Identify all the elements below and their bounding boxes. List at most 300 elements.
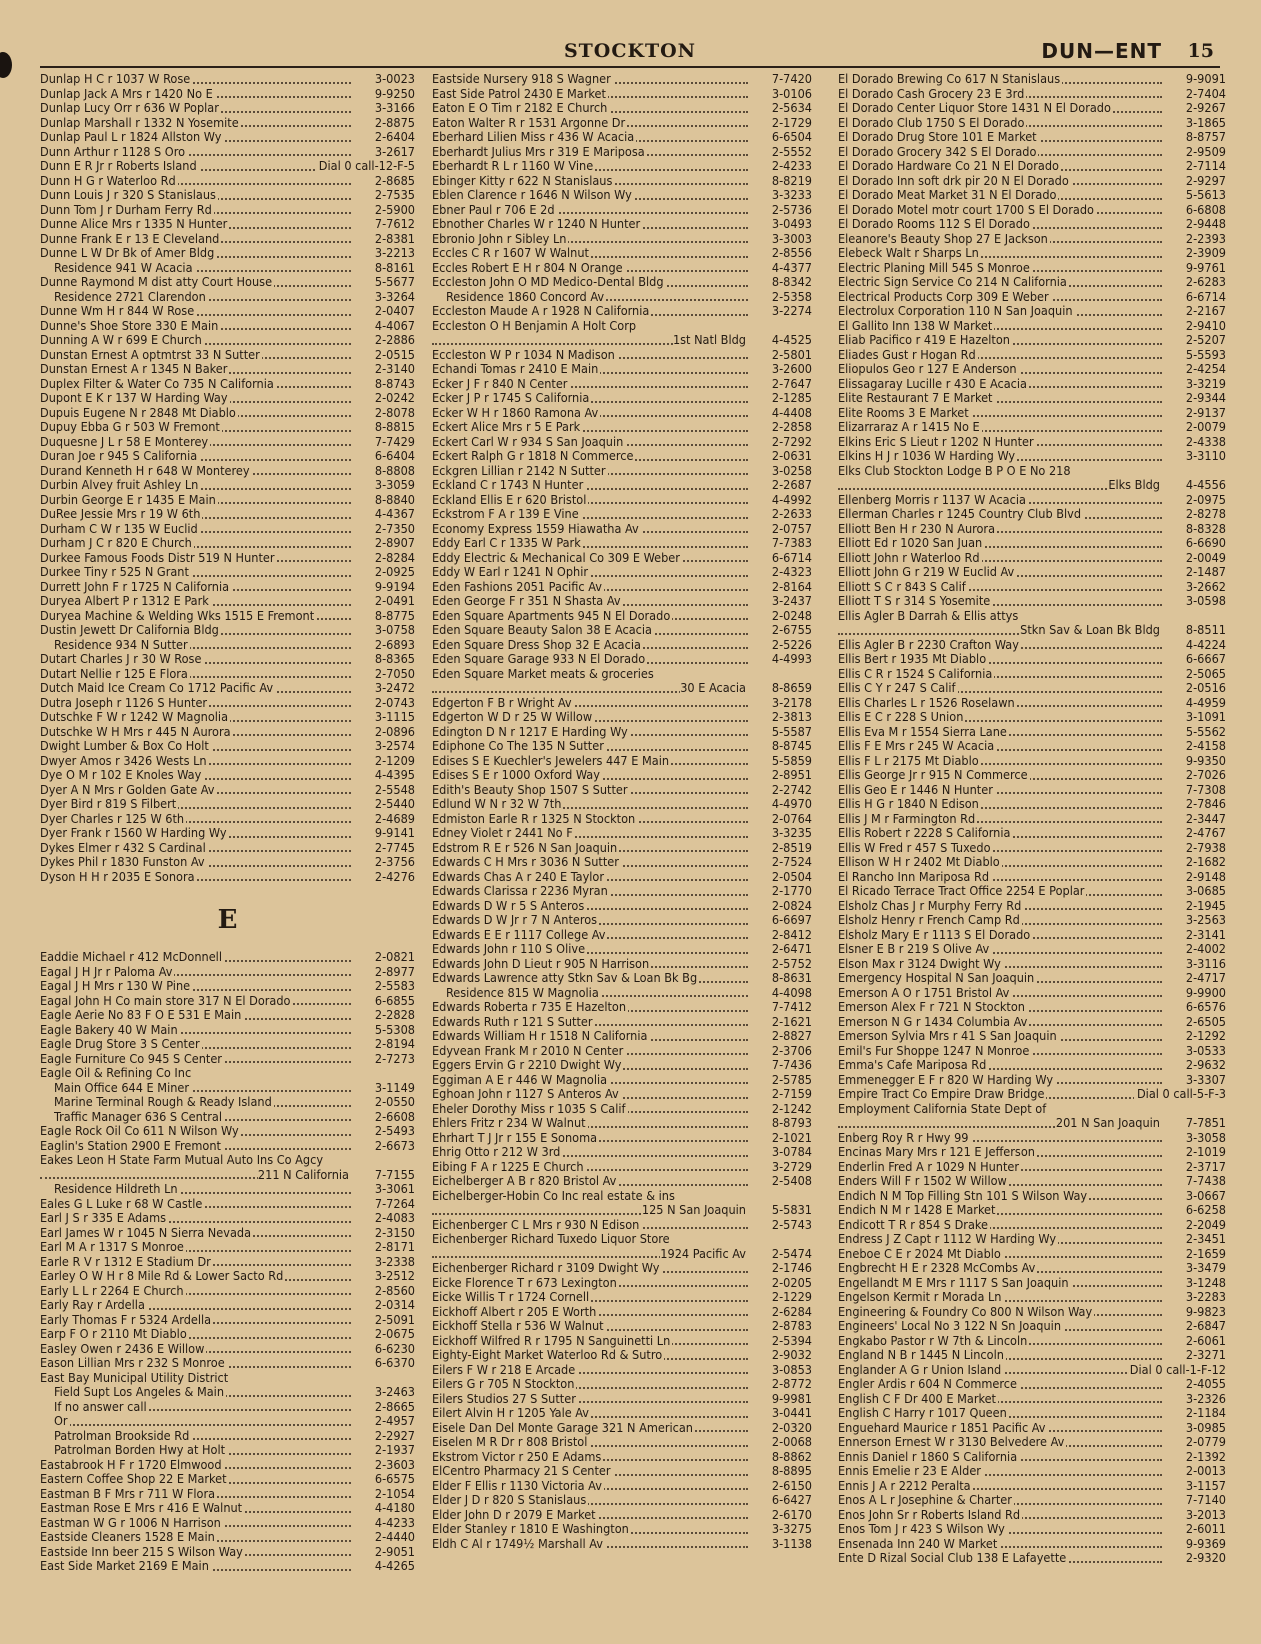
directory-entry (432, 1392, 812, 1407)
entry-phone-number: 3-3307 (1183, 1073, 1226, 1088)
entry-name-address: Marine Terminal Rough & Ready Island (54, 1095, 272, 1109)
entry-phone-number: 4-4525 (769, 333, 812, 348)
entry-phone-number: 2-8381 (372, 232, 415, 247)
entry-name-address: Eden Square Beauty Salon 38 E Acacia (432, 623, 652, 637)
entry-name-address: Eastside Cleaners 1528 E Main (40, 1530, 215, 1544)
entry-name-address: East Side Patrol 2430 E Market (432, 86, 606, 101)
entry-name-address: Eckert Alice Mrs r 5 E Park (432, 420, 581, 434)
entry-name-address: Edwards Lawrence atty Stkn Sav & Loan Bk Bg (432, 971, 698, 985)
entry-phone-number: 2-4689 (372, 812, 415, 827)
entry-name-address: Residence 1860 Concord Av (446, 289, 605, 304)
entry-phone-number: 2-0205 (769, 1276, 812, 1291)
entry-phone-number: 2-8278 (1183, 507, 1226, 522)
directory-entry (838, 565, 1226, 580)
entry-phone-number: 7-7851 (1183, 1116, 1226, 1131)
entry-phone-number: 3-0598 (1183, 594, 1226, 609)
directory-entry (432, 101, 812, 116)
entry-name-address: Eccles C R r 1607 W Walnut (432, 246, 589, 260)
entry-name-address: Empire Tract Co Empire Draw Bridge (838, 1087, 1045, 1101)
entry-name-address: Ellis Geo E r 1446 N Hunter (838, 782, 993, 797)
listing-group-e (40, 950, 415, 1574)
entry-phone-number: 2-1285 (769, 391, 812, 406)
directory-entry (40, 1240, 415, 1255)
entry-phone-number: 2-5634 (769, 101, 812, 116)
directory-entry (432, 638, 812, 653)
entry-name-address: 211 N California (257, 1167, 349, 1182)
entry-name-address: Elks Bldg (1108, 478, 1160, 492)
directory-entry (838, 203, 1226, 218)
entry-name-address: Eckstrom F A r 139 E Vine (432, 507, 579, 521)
directory-entry (432, 1435, 812, 1450)
directory-entry (838, 290, 1226, 305)
entry-phone-number: 9-9369 (1183, 1537, 1226, 1552)
directory-entry (838, 333, 1226, 348)
entry-phone-number: 2-7273 (372, 1052, 415, 1067)
entry-phone-number: 2-7404 (1183, 87, 1226, 102)
entry-phone-number: 6-6504 (769, 130, 812, 145)
entry-phone-number: 6-6714 (1183, 290, 1226, 305)
entry-phone-number: 2-3150 (372, 1226, 415, 1241)
directory-entry (838, 1493, 1226, 1508)
entry-name-address: Earl M A r 1317 S Monroe (40, 1240, 184, 1254)
directory-entry (432, 1174, 812, 1189)
entry-phone-number: 2-6755 (769, 623, 812, 638)
entry-phone-number: 3-0985 (1183, 1421, 1226, 1436)
punch-hole (0, 52, 12, 78)
entry-phone-number: 2-4083 (372, 1211, 415, 1226)
entry-phone-number: 2-6283 (1183, 275, 1226, 290)
entry-name-address: Ebinger Kitty r 622 N Stanislaus (432, 173, 613, 188)
entry-phone-number: 8-8743 (372, 377, 415, 392)
directory-entry (838, 1218, 1226, 1233)
directory-entry (40, 304, 415, 319)
entry-name-address: Eccles Robert E H r 804 N Orange (432, 260, 623, 275)
directory-entry (40, 855, 415, 870)
entry-name-address: Engineers' Local No 3 122 N Sn Joaquin (838, 1319, 1062, 1333)
directory-entry (432, 739, 812, 754)
entry-phone-number: 2-2049 (1183, 1218, 1226, 1233)
directory-entry (432, 1029, 812, 1044)
directory-entry (432, 406, 812, 421)
entry-name-address: Eccleston O H Benjamin A Holt Corp (432, 318, 637, 333)
directory-entry (40, 1095, 415, 1110)
directory-entry (40, 348, 415, 363)
entry-phone-number: 2-0504 (769, 870, 812, 885)
entry-name-address: Dwight Lumber & Box Co Holt (40, 739, 209, 753)
entry-name-address: Eastman W G r 1006 N Harrison (40, 1515, 221, 1530)
entry-name-address: El Rancho Inn Mariposa Rd (838, 869, 990, 884)
entry-phone-number: 2-3756 (372, 855, 415, 870)
entry-phone-number: 3-3003 (769, 232, 812, 247)
entry-phone-number: 2-8284 (372, 551, 415, 566)
entry-name-address: Eccleston W P r 1034 N Madison (432, 347, 615, 362)
directory-entry (838, 1305, 1226, 1320)
entry-phone-number: 2-0631 (769, 449, 812, 464)
entry-phone-number: 2-6673 (372, 1139, 415, 1154)
directory-entry (40, 667, 415, 682)
entry-phone-number: 2-1746 (769, 1261, 812, 1276)
entry-phone-number: 2-5785 (769, 1073, 812, 1088)
directory-entry (432, 435, 812, 450)
entry-phone-number: 2-8665 (372, 1400, 415, 1415)
entry-phone-number: 7-7140 (1183, 1493, 1226, 1508)
entry-phone-number: 2-7535 (372, 188, 415, 203)
entry-name-address: Duplex Filter & Water Co 735 N California (40, 376, 274, 391)
entry-name-address: Eliab Pacifico r 419 E Hazelton (838, 333, 1010, 347)
directory-entry (40, 449, 415, 464)
entry-phone-number: 2-5394 (769, 1334, 812, 1349)
directory-entry (432, 884, 812, 899)
entry-name-address: Enberg Roy R r Hwy 99 (838, 1130, 969, 1145)
entry-phone-number: 2-2167 (1183, 304, 1226, 319)
directory-entry (432, 464, 812, 479)
entry-phone-number: 2-6150 (769, 1479, 812, 1494)
entry-phone-number: 3-3219 (1183, 377, 1226, 392)
directory-entry (432, 290, 812, 305)
entry-name-address: Dupuy Ebba G r 503 W Fremont (40, 420, 220, 434)
directory-entry (838, 928, 1226, 943)
entry-phone-number: 2-5743 (769, 1218, 812, 1233)
entry-phone-number: 2-1019 (1183, 1145, 1226, 1160)
directory-entry (40, 72, 415, 87)
entry-phone-number: 2-6847 (1183, 1319, 1226, 1334)
entry-name-address: El Dorado Meat Market 31 N El Dorado (838, 188, 1057, 202)
entry-name-address: El Dorado Motel motr court 1700 S El Dorado (838, 202, 1094, 217)
directory-entry (432, 522, 812, 537)
entry-phone-number: 2-1392 (1183, 1450, 1226, 1465)
directory-entry (838, 87, 1226, 102)
directory-entry (40, 319, 415, 334)
directory-entry (40, 1139, 415, 1154)
directory-entry (432, 870, 812, 885)
directory-entry (40, 950, 415, 965)
directory-entry (432, 942, 812, 957)
directory-entry (40, 1255, 415, 1270)
directory-entry (838, 1087, 1226, 1102)
entry-phone-number: 8-8659 (769, 681, 812, 696)
entry-phone-number: 2-7524 (769, 855, 812, 870)
entry-name-address: Eakes Leon H State Farm Mutual Auto Ins Co Agcy (40, 1153, 324, 1167)
entry-name-address: Eden Square Apartments 945 N El Dorado (432, 608, 671, 623)
entry-name-address: Eckgren Lillian r 2142 N Sutter (432, 463, 606, 478)
directory-entry (432, 333, 812, 348)
directory-column-3 (838, 72, 1226, 1566)
entry-name-address: Ellis F E Mrs r 245 W Acacia (838, 739, 995, 753)
entry-phone-number: 3-2437 (769, 594, 812, 609)
entry-name-address: Ellis Agler B Darrah & Ellis attys (838, 608, 1019, 623)
directory-entry (40, 217, 415, 232)
directory-entry (432, 159, 812, 174)
entry-name-address: Enderlin Fred A r 1029 N Hunter (838, 1159, 1020, 1174)
entry-name-address: Early L L r 2264 E Church (40, 1283, 184, 1298)
entry-phone-number: 3-2274 (769, 304, 812, 319)
entry-phone-number: 2-8685 (372, 174, 415, 189)
directory-entry (838, 812, 1226, 827)
directory-entry (838, 1377, 1226, 1392)
entry-name-address: Ehrhart T J Jr r 155 E Sonoma (432, 1130, 598, 1145)
directory-entry (838, 1058, 1226, 1073)
directory-entry (838, 130, 1226, 145)
entry-phone-number: 3-3235 (769, 826, 812, 841)
entry-name-address: Dunne L W Dr Bk of Amer Bldg (40, 246, 215, 260)
entry-phone-number: 2-5226 (769, 638, 812, 653)
entry-name-address: Eagal J H Jr r Paloma Av (40, 964, 173, 979)
listing-group (432, 72, 812, 1551)
entry-phone-number: 2-3909 (1183, 246, 1226, 261)
entry-phone-number: 2-4233 (769, 159, 812, 174)
directory-entry (838, 1261, 1226, 1276)
directory-entry (838, 464, 1226, 479)
directory-entry (432, 1319, 812, 1334)
directory-entry (40, 580, 415, 595)
entry-name-address: Dupuis Eugene N r 2848 Mt Diablo (40, 405, 236, 420)
directory-entry (432, 1261, 812, 1276)
entry-phone-number: 4-4367 (372, 507, 415, 522)
entry-phone-number: 3-0853 (769, 1363, 812, 1378)
entry-name-address: Emma's Cafe Mariposa Rd (838, 1058, 987, 1072)
entry-phone-number: 2-6893 (372, 638, 415, 653)
entry-phone-number: 2-0896 (372, 725, 415, 740)
entry-name-address: Elite Rooms 3 E Market (838, 405, 969, 420)
directory-entry (40, 1110, 415, 1125)
entry-phone-number: 4-4265 (372, 1559, 415, 1574)
directory-entry (40, 797, 415, 812)
entry-phone-number: 3-2013 (1183, 1508, 1226, 1523)
entry-phone-number: 4-4377 (769, 261, 812, 276)
entry-phone-number: 2-4158 (1183, 739, 1226, 754)
entry-name-address: Edwards E E r 1117 College Av (432, 927, 606, 942)
entry-name-address: East Bay Municipal Utility District (40, 1370, 229, 1385)
entry-name-address: Dupont E K r 137 W Harding Way (40, 391, 228, 405)
entry-name-address: Earp F O r 2110 Mt Diablo (40, 1327, 187, 1341)
directory-entry (432, 1421, 812, 1436)
directory-entry (432, 609, 812, 624)
entry-name-address: 1924 Pacific Av (660, 1246, 746, 1261)
directory-entry (40, 362, 415, 377)
entry-phone-number: 8-8757 (1183, 130, 1226, 145)
entry-phone-number: 2-2858 (769, 420, 812, 435)
directory-entry (40, 609, 415, 624)
entry-phone-number: 2-8171 (372, 1240, 415, 1255)
entry-phone-number: 2-9509 (1183, 145, 1226, 160)
entry-phone-number: 2-7159 (769, 1087, 812, 1102)
entry-phone-number: 2-8783 (769, 1319, 812, 1334)
entry-name-address: Edlund W N r 32 W 7th (432, 797, 562, 811)
directory-entry (432, 841, 812, 856)
entry-name-address: Ennis Daniel r 1860 S California (838, 1449, 1018, 1464)
entry-phone-number: 2-3603 (372, 1458, 415, 1473)
directory-entry (40, 1545, 415, 1560)
directory-entry (838, 1363, 1226, 1378)
entry-name-address: Eichenberger Richard r 3109 Dwight Wy (432, 1261, 660, 1275)
entry-phone-number: 4-4067 (372, 319, 415, 334)
entry-phone-number: 2-9410 (1183, 319, 1226, 334)
entry-name-address: Durrett John F r 1725 N California (40, 579, 230, 594)
entry-name-address: El Ricado Terrace Tract Office 2254 E Poplar (838, 884, 1085, 898)
entry-phone-number: 2-0975 (1183, 493, 1226, 508)
entry-phone-number: 2-9148 (1183, 870, 1226, 885)
entry-name-address: Ennis Emelie r 23 E Alder (838, 1464, 981, 1478)
entry-phone-number: 2-0314 (372, 1298, 415, 1313)
directory-entry (40, 870, 415, 885)
entry-phone-number: 2-5801 (769, 348, 812, 363)
entry-phone-number: 2-7647 (769, 377, 812, 392)
entry-name-address: Eastman B F Mrs r 711 W Flora (40, 1486, 216, 1501)
directory-column-1 (40, 72, 415, 1574)
directory-entry (40, 1429, 415, 1444)
entry-phone-number: 6-6808 (1183, 203, 1226, 218)
entry-phone-number: 2-0516 (1183, 681, 1226, 696)
directory-entry (432, 855, 812, 870)
directory-entry (40, 783, 415, 798)
entry-name-address: Eastman Rose E Mrs r 416 E Walnut (40, 1501, 243, 1515)
entry-phone-number: 8-8745 (769, 739, 812, 754)
entry-name-address: Dunne Frank E r 13 E Cleveland (40, 231, 220, 246)
entry-phone-number: 2-4717 (1183, 971, 1226, 986)
directory-entry (838, 159, 1226, 174)
directory-entry (432, 768, 812, 783)
entry-name-address: Eibing F A r 1225 E Church (432, 1159, 584, 1174)
entry-phone-number: 3-2326 (1183, 1392, 1226, 1407)
entry-name-address: Ecker W H r 1860 Ramona Av (432, 405, 599, 420)
entry-phone-number: 3-3061 (372, 1182, 415, 1197)
entry-name-address: Echandi Tomas r 2410 E Main (432, 362, 599, 376)
entry-name-address: Edwards D W r 5 S Anteros (432, 898, 585, 913)
entry-phone-number: 2-1054 (372, 1487, 415, 1502)
entry-phone-number: 2-6170 (769, 1508, 812, 1523)
directory-entry (40, 1081, 415, 1096)
entry-phone-number: 8-8328 (1183, 522, 1226, 537)
entry-phone-number: 2-5408 (769, 1174, 812, 1189)
directory-entry (432, 986, 812, 1001)
directory-entry (432, 391, 812, 406)
entry-phone-number: 2-5752 (769, 957, 812, 972)
entry-phone-number: 2-9032 (769, 1348, 812, 1363)
entry-phone-number: 4-4180 (372, 1501, 415, 1516)
entry-name-address: El Dorado Rooms 112 S El Dorado (838, 217, 1030, 231)
directory-entry (432, 1189, 812, 1204)
entry-name-address: Eilert Alvin H r 1205 Yale Av (432, 1406, 590, 1420)
entry-name-address: Elson Max r 3124 Dwight Wy (838, 956, 1001, 971)
entry-name-address: Dyer Frank r 1560 W Harding Wy (40, 826, 227, 840)
entry-phone-number: 4-4408 (769, 406, 812, 421)
entry-name-address: Ebnother Charles W r 1240 N Hunter (432, 217, 641, 231)
entry-name-address: Eliades Gust r Hogan Rd (838, 347, 976, 362)
directory-entry (40, 1182, 415, 1197)
entry-phone-number: 2-6471 (769, 942, 812, 957)
directory-entry (432, 203, 812, 218)
directory-entry (432, 1406, 812, 1421)
directory-entry (432, 551, 812, 566)
directory-entry (432, 957, 812, 972)
entry-name-address: Eldh C Al r 1749½ Marshall Av (432, 1536, 603, 1551)
entry-name-address: Eckland C r 1743 N Hunter (432, 478, 584, 492)
entry-name-address: Dye O M r 102 E Knoles Way (40, 768, 202, 782)
directory-entry (432, 1522, 812, 1537)
entry-name-address: Eden George F r 351 N Shasta Av (432, 594, 621, 608)
directory-entry (432, 1334, 812, 1349)
entry-name-address: Eberhardt Julius Mrs r 319 E Mariposa (432, 144, 645, 159)
entry-phone-number: 2-5065 (1183, 667, 1226, 682)
entry-name-address: Dunlap H C r 1037 W Rose (40, 72, 191, 86)
directory-entry (40, 478, 415, 493)
entry-phone-number: 3-1091 (1183, 710, 1226, 725)
directory-entry (40, 188, 415, 203)
entry-name-address: Ellis H G r 1840 N Edison (838, 797, 979, 811)
directory-entry (838, 739, 1226, 754)
entry-phone-number: 2-2927 (372, 1429, 415, 1444)
entry-name-address: Durkee Tiny r 525 N Grant (40, 565, 189, 579)
directory-entry (432, 536, 812, 551)
entry-phone-number: 2-9632 (1183, 1058, 1226, 1073)
entry-name-address: 1st Natl Bldg (672, 333, 746, 347)
directory-entry (432, 1537, 812, 1552)
entry-phone-number: 2-3451 (1183, 1232, 1226, 1247)
entry-phone-number: 3-0441 (769, 1406, 812, 1421)
entry-name-address: Dunlap Paul L r 1824 Allston Wy (40, 130, 222, 144)
directory-entry (40, 1501, 415, 1516)
entry-phone-number: 2-8412 (769, 928, 812, 943)
directory-entry (432, 899, 812, 914)
directory-entry (40, 1487, 415, 1502)
entry-phone-number: 2-1945 (1183, 899, 1226, 914)
entry-name-address: Emerson Alex F r 721 N Stockton (838, 1000, 1025, 1014)
entry-name-address: Eccleston Maude A r 1928 N California (432, 304, 650, 318)
entry-phone-number: 2-6404 (372, 130, 415, 145)
entry-phone-number: 2-4323 (769, 565, 812, 580)
entry-name-address: Residence 815 W Magnolia (446, 985, 599, 1000)
entry-name-address: Emergency Hospital N San Joaquin (838, 971, 1035, 985)
entry-phone-number: 3-1157 (1183, 1479, 1226, 1494)
directory-entry (838, 1522, 1226, 1537)
entry-phone-number: 2-9344 (1183, 391, 1226, 406)
entry-phone-number: 2-7026 (1183, 768, 1226, 783)
entry-name-address: Ebronio John r Sibley Ln (432, 231, 567, 246)
entry-phone-number: 3-3264 (372, 290, 415, 305)
directory-entry (838, 1000, 1226, 1015)
directory-entry (838, 971, 1226, 986)
entry-name-address: English C F Dr 400 E Market (838, 1391, 996, 1406)
directory-entry (838, 1435, 1226, 1450)
directory-entry (838, 942, 1226, 957)
entry-phone-number: 9-9761 (1183, 261, 1226, 276)
directory-entry (432, 580, 812, 595)
directory-entry (432, 565, 812, 580)
entry-name-address: Eneboe C E r 2024 Mt Diablo (838, 1246, 1001, 1261)
entry-name-address: El Dorado Cash Grocery 23 E 3rd (838, 86, 1025, 101)
directory-entry (838, 623, 1226, 638)
directory-entry (838, 594, 1226, 609)
directory-entry (40, 522, 415, 537)
entry-phone-number: 9-9981 (769, 1392, 812, 1407)
entry-phone-number: 2-8194 (372, 1037, 415, 1052)
directory-entry (838, 884, 1226, 899)
entry-name-address: Ecker J P r 1745 S California (432, 391, 590, 405)
entry-name-address: Eaglin's Station 2900 E Fremont (40, 1138, 221, 1153)
entry-phone-number: 2-0764 (769, 812, 812, 827)
directory-entry (838, 1334, 1226, 1349)
entry-name-address: Eichenberger Richard Tuxedo Liquor Store (432, 1232, 670, 1246)
directory-entry (432, 725, 812, 740)
entry-name-address: Eaddie Michael r 412 McDonnell (40, 950, 222, 964)
entry-name-address: Dunn H G r Waterloo Rd (40, 173, 176, 188)
directory-entry (432, 826, 812, 841)
entry-phone-number: 3-3116 (1183, 957, 1226, 972)
entry-name-address: Edyvean Frank M r 2010 N Center (432, 1043, 624, 1058)
entry-phone-number: 7-7412 (769, 1000, 812, 1015)
entry-phone-number: 3-2729 (769, 1160, 812, 1175)
entry-phone-number: 2-5900 (372, 203, 415, 218)
